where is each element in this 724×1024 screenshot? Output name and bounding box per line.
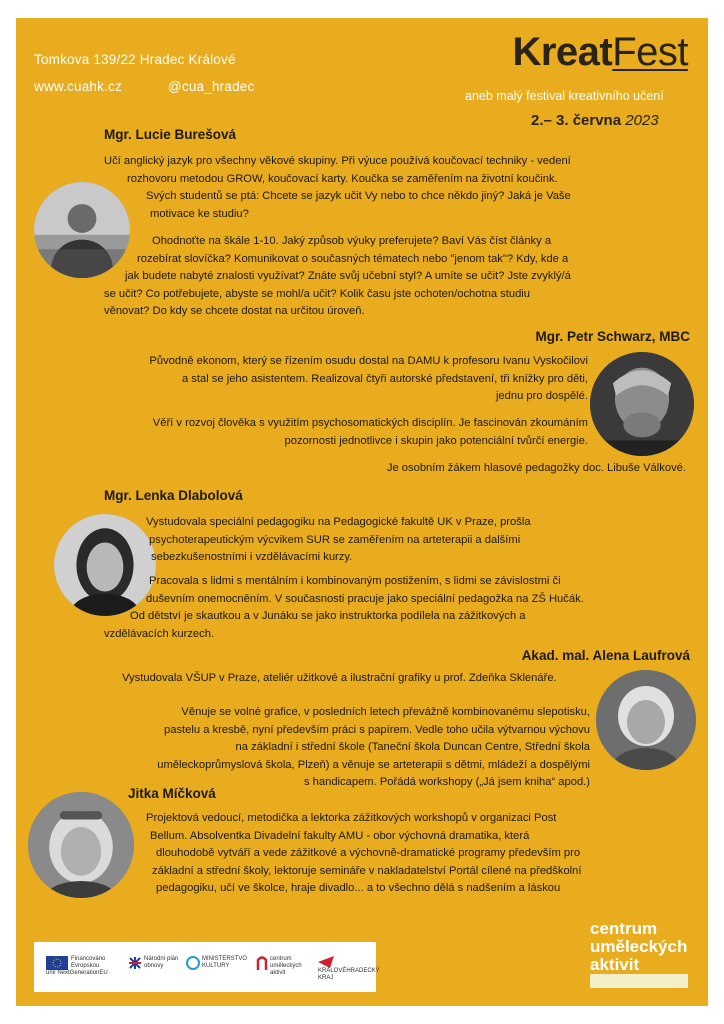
cua-line: centrum <box>590 919 658 938</box>
bio-paragraph <box>104 153 624 223</box>
bio-line: Od dětství je skautkou a v Junáku se jako instruktorka podílela na zážitkových a <box>130 610 526 622</box>
kreatfest-logo <box>512 32 688 72</box>
website: www.cuahk.cz <box>34 79 122 94</box>
logo-light: Fest <box>612 30 688 74</box>
person-name: Akad. mal. Alena Laufrová <box>521 648 690 663</box>
npo-label: Národní plán obnovy <box>144 956 179 969</box>
bio-paragraph <box>28 353 588 406</box>
cua-accent-bar <box>590 974 688 988</box>
sponsor-logos <box>34 942 380 992</box>
social-handle: @cua_hradec <box>168 79 255 94</box>
bio-paragraph <box>104 233 624 321</box>
bio-paragraph <box>122 670 682 688</box>
festival-poster <box>16 18 708 1006</box>
dates-days: 2.– 3. června <box>531 112 622 129</box>
bio-line: uměleckoprůmyslová škola, Plzeň) a věnuje se arteterapii s dětmi, mládeží a dospělými <box>157 758 590 771</box>
portrait-photo <box>590 352 694 456</box>
npo-logo <box>128 956 180 978</box>
portrait-photo <box>28 792 134 898</box>
bio-line: pedagogiku, učí ve školce, hraje divadlo... a to všechno dělá s nadšením a láskou <box>156 882 561 894</box>
cua-small-label: centrum uměleckých aktivit <box>270 956 302 976</box>
bio-line: Je osobním žákem hlasové pedagožky doc. Libuše Válkové. <box>386 462 686 474</box>
bio-line: rozebírat slovíčka? Komunikovat o současných tématech nebo "jenom tak"? Kdy, kde a <box>137 252 569 265</box>
bio-line: rozhovoru metodou GROW, koučovací karty. Koučka se zaměřením na životní koučink. <box>127 172 558 185</box>
bio-line: Původně ekonom, který se řízením osudu dostal na DAMU k profesoru Ivanu Vyskočilovi <box>149 355 588 367</box>
cua-line: aktivit <box>590 955 640 974</box>
bio-line: Projektová vedoucí, metodička a lektorka zážitkových workshopů v organizaci Post <box>146 812 557 824</box>
dates-year: 2023 <box>625 112 659 129</box>
bio-line: Ohodnoťte na škále 1-10. Jaký způsob výuky preferujete? Baví Vás číst články a <box>152 235 552 247</box>
bio-line: se učit? Co potřebujete, abyste se mohl/a učit? Kolik času jste ochoten/ochotna studiu <box>104 287 530 300</box>
bio-line: základní a střední školy, lektoruje semináře v nakladatelství Portál cílené na předškolní <box>152 864 582 877</box>
bio-line: Bellum. Absolventka Divadelní fakulty AMU - obor výchovná dramatika, která <box>150 829 530 842</box>
bio-line: dlouhodobě vytváří a vede zážitkové a výchovně-dramatické programy především pro <box>156 847 581 859</box>
bio-line: Učí anglický jazyk pro všechny věkové skupiny. Při výuce používá koučovací techniky - vedení <box>104 155 571 167</box>
person-name: Mgr. Petr Schwarz, MBC <box>535 329 690 344</box>
bio-line: věnovat? Do kdy se chcete dostat na určitou úroveň. <box>104 305 365 317</box>
bio-paragraph <box>28 415 588 450</box>
bio-line: Vystudovala speciální pedagogiku na Pedagogické fakultě UK v Praze, prošla <box>146 516 531 528</box>
bio-line: sebezkušenostními i vzdělávacími kurzy. <box>151 551 353 563</box>
bio-paragraph <box>146 810 686 898</box>
bio-paragraph <box>126 460 686 478</box>
bio-line: Vystudovala VŠUP v Praze, ateliér užitkové a ilustrační grafiky u prof. Zdeňka Sklenáře. <box>122 672 557 684</box>
bio-line: na základní i střední škole (Taneční škola Duncan Centre, Střední škola <box>235 741 590 753</box>
bio-line: Svých studentů se ptá: Chcete se jazyk učit Vy nebo to chce někdo jiný? Jaká je Vaše <box>146 190 571 202</box>
kk-logo <box>318 956 380 981</box>
cua-logo <box>590 920 687 974</box>
logo-bold: Kreat <box>512 30 613 74</box>
bio-line: psychoterapeutickým výcvikem SUR se zaměřením na arteterapii a dalšími <box>149 533 521 546</box>
bio-line: Věří v rozvoj člověka s využitím psychosomatických disciplín. Je fascinován zkoumáním <box>152 417 588 429</box>
portrait-photo <box>596 670 696 770</box>
kk-label: KRÁLOVÉHRADECKÝ KRAJ <box>318 968 380 981</box>
bio-paragraph <box>104 573 634 643</box>
festival-dates <box>531 112 659 129</box>
mk-label: MINISTERSTVO KULTURY <box>202 956 248 969</box>
bio-line: a stal se jeho asistentem. Realizoval čtyři autorské představení, tři knížky pro děti, <box>181 372 588 385</box>
bio-line: jak budete nabyté znalosti využívat? Znáte svůj učební styl? A umíte se učit? Jste zvyklý/á <box>125 270 571 282</box>
eu-logo <box>46 956 108 978</box>
bio-line: duševním onemocněním. V současnosti pracuje jako speciální pedagožka na ZŠ Hučák. <box>146 592 584 605</box>
eu-label: Financováno Evropskou unií NextGenerationEU <box>46 956 108 976</box>
bio-paragraph <box>104 514 634 567</box>
bio-line: Věnuje se volné grafice, v posledních letech převážně kombinovanému slepotisku, <box>181 706 590 718</box>
bio-line: pastelu a kresbě, nyní především práci s papírem. Vedle toho učila výtvarnou výchovu <box>164 723 590 736</box>
subtitle: aneb malý festival kreativního učení <box>465 89 664 103</box>
bio-line: pozornosti jednotlivce i skupin jako potenciální tvůrčí energie. <box>284 434 588 447</box>
bio-paragraph <box>30 704 590 792</box>
person-name: Jitka Míčková <box>128 786 216 801</box>
bio-line: jednu pro dospělé. <box>495 390 588 402</box>
person-name: Mgr. Lucie Burešová <box>104 127 237 142</box>
address: Tomkova 139/22 Hradec Králové <box>34 52 236 67</box>
cua-line: uměleckých <box>590 937 688 956</box>
person-name: Mgr. Lenka Dlabolová <box>104 488 243 503</box>
cua-small-logo <box>256 956 308 978</box>
bio-line: Pracovala s lidmi s mentálním i kombinovaným postižením, s lidmi se závislostmi či <box>149 575 561 587</box>
bio-line: vzdělávacích kurzech. <box>104 627 215 640</box>
mk-logo <box>186 956 248 978</box>
bio-line: motivace ke studiu? <box>150 207 249 220</box>
bio-line: s handicapem. Pořádá workshopy („Já jsem kniha“ apod.) <box>303 776 590 788</box>
